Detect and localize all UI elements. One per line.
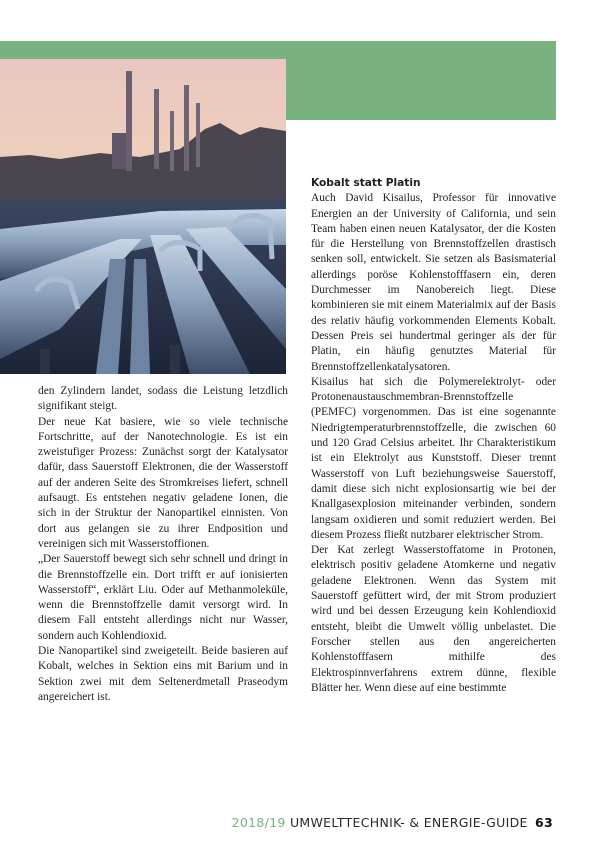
footer-year: 2018/19 [231,815,286,830]
paragraph: Kisailus hat sich die Polymerelektrolyt- oder Protonenaustauschmembran-Brennstoffzelle (PEMFC) vorgenommen. Das ist eine sogenannte Niedrigtemperaturbrennstoffzelle, die zwischen 60 und 120 Grad Celsius arbeitet. Ihr Charakteristikum ist ein Elektrolyt aus Kunststoff. Dieser trennt Wasserstoff von Luft beziehungsweise Sauerstoff, damit diese sich nicht explosionsartig wie bei der Knallgasexplosion miteinander verbinden, sondern langsam oxidieren und somit reduziert werden. Bei diesem Prozess fließt nutzbarer elektrischer Strom. [311,375,556,541]
page-number: 63 [535,815,553,830]
pipeline-photo [0,59,286,374]
page-footer [232,815,553,830]
article-right-column [311,176,556,696]
footer-publication-title: UMWELTTECHNIK- & ENERGIE-GUIDE [289,815,528,830]
paragraph: Der Kat zerlegt Wasserstoffatome in Protonen, elektrisch positiv geladene Atomkerne und negativ geladene Elektronen. Wenn das System mit Sauerstoff gefüttert wird, der mit Strom produziert wird und bei dessen Erzeugung kein Kohlendioxid entsteht, bleibt die Umwelt völlig unbelastet. Die Forscher stellen aus den angereicherten Kohlenstofffasern mithilfe des Elektrospinnverfahrens extrem dünne, flexible Blätter her. Wenn diese auf eine bestimmte [311,544,556,694]
paragraph: den Zylindern landet, sodass die Leistung letzdlich signifikant steigt. [38,385,288,413]
article-left-column [38,384,288,705]
section-heading: Kobalt statt Platin [311,177,421,189]
paragraph: Die Nanopartikel sind zweigeteilt. Beide basieren auf Kobalt, welches in Sektion eins mit Barium und in Sektion zwei mit dem Seltenerdmetall Praseodym angereichert ist. [38,645,288,703]
paragraph: „Der Sauerstoff bewegt sich sehr schnell und dringt in die Brennstoffzelle ein. Dort trifft er auf ionisierten Wasserstoff“, erklärt Liu. Oder auf Methanmoleküle, wenn die Brennstoffzelle damit versorgt wird. In diesem Fall entsteht allerdings nicht nur Wasser, sondern auch Kohlendioxid. [38,553,288,642]
paragraph: Der neue Kat basiere, wie so viele technische Fortschritte, auf der Nanotechnologie. Es ist ein zweistufiger Prozess: Zunächst sorgt der Katalysator dafür, dass Sauerstoff Elektronen, die der Wasserstoff auf der anderen Seite des Stromkreises liefert, schnell aufsaugt. Es entstehen negativ geladene Ionen, die sich in der Struktur der Nanopartikel einnisten. Von dort aus gelangen sie zu ihrer Endposition und vereinigen sich mit Wasserstoffionen. [38,415,288,550]
paragraph: Auch David Kisailus, Professor für innovative Energien an der University of California, und sein Team haben einen neuen Katalysator, der die Kosten für die Herstellung von Brennstoffzellen drastisch senken soll, entwickelt. Sie setzen als Basismaterial allerdings poröse Kohlenstofffasern ein, deren Durchmesser im Nanobereich liegt. Diese kombinieren sie mit einem Materialmix auf der Basis des relativ häufig vorkommenden Elements Kobalt. Dessen Preis sei hundertmal geringer als der für Platin, ein häufig genutztes Material für Brennstoffzellenkatalysatoren. [311,192,556,373]
